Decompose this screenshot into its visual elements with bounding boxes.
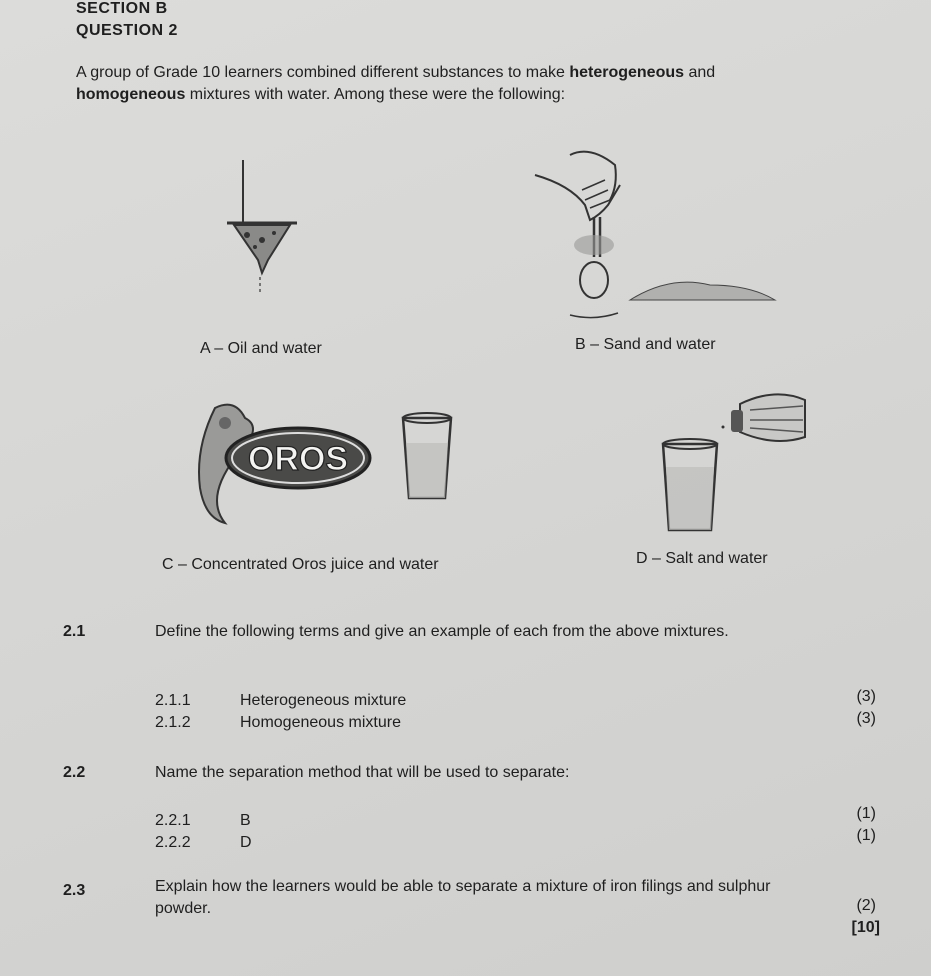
q2-2-2-marks: (1) <box>856 827 876 844</box>
q2-3-number: 2.3 <box>63 882 86 899</box>
q2-3-marks: (2) <box>856 897 876 914</box>
q2-2-1-marks: (1) <box>856 805 876 822</box>
salt-shaker-illustration <box>655 392 815 537</box>
q2-3-text: Explain how the learners would be able to separate a mixture of iron filings and sulphur powder. <box>155 878 771 917</box>
q2-1-1-text: Heterogeneous mixture <box>240 692 407 709</box>
q2-1-2-text: Homogeneous mixture <box>240 714 401 731</box>
q2-1-2-number: 2.1.2 <box>155 714 191 731</box>
caption-b: B – Sand and water <box>575 336 716 353</box>
q2-1-2-marks: (3) <box>856 710 876 727</box>
q2-1-number: 2.1 <box>63 623 86 640</box>
funnel-illustration <box>222 155 302 305</box>
intro-text-3: mixtures with water. Among these were the following: <box>185 86 566 103</box>
q2-1-1-marks: (3) <box>856 688 876 705</box>
q2-2-2-number: 2.2.2 <box>155 834 191 851</box>
caption-d: D – Salt and water <box>636 550 768 567</box>
intro-paragraph <box>76 62 816 106</box>
q2-2-1-text: B <box>240 812 251 829</box>
intro-bold-heterogeneous: heterogeneous <box>569 64 685 81</box>
intro-text-2: and <box>684 64 716 81</box>
q2-2-text: Name the separation method that will be used to separate: <box>155 764 570 781</box>
q2-1-1-number: 2.1.1 <box>155 692 191 709</box>
section-heading: SECTION B <box>76 0 168 17</box>
q2-2-2-text: D <box>240 834 252 851</box>
caption-a: A – Oil and water <box>200 340 322 357</box>
oros-illustration <box>195 398 465 533</box>
intro-text-1: A group of Grade 10 learners combined different substances to make <box>76 64 570 81</box>
total-marks: [10] <box>851 919 880 936</box>
intro-bold-homogeneous: homogeneous <box>76 86 186 103</box>
q2-2-1-number: 2.2.1 <box>155 812 191 829</box>
hand-stirring-illustration <box>530 145 790 325</box>
oros-logo-text: OROS <box>247 440 349 478</box>
q2-1-text: Define the following terms and give an example of each from the above mixtures. <box>155 623 729 640</box>
q2-2-number: 2.2 <box>63 764 86 781</box>
caption-c: C – Concentrated Oros juice and water <box>162 556 439 573</box>
question-heading: QUESTION 2 <box>76 22 178 39</box>
